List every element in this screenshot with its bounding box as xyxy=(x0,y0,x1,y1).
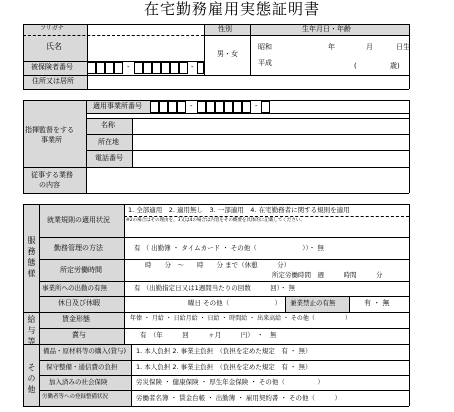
other-side-label: その他 xyxy=(27,363,36,396)
name-label: 氏名 xyxy=(46,42,62,51)
holiday-value[interactable]: 曜日 その他（ ） xyxy=(188,299,282,307)
birth-year-unit: 年 xyxy=(328,43,335,51)
office-visit-value[interactable]: 有 （出勤指定日又は1週間当たりの回数 回）・ 無 xyxy=(134,284,296,292)
office-dash-2: - xyxy=(255,102,258,110)
pay-form-value[interactable]: 年俸 ・ 月給 ・ 日給月給 ・ 日給 ・ 時間給 ・ 出来高給 ・ その他（ ） xyxy=(130,315,351,322)
bonus-label: 賞与 xyxy=(72,331,86,339)
hours-line2[interactable]: 所定労働時間 週 時間 分 xyxy=(272,271,383,279)
bonus-value[interactable]: 有 （年 回 ヶ月 円） ・ 無 xyxy=(140,331,277,339)
birth-day-unit: 日生 xyxy=(396,43,410,51)
attendance-value[interactable]: 有 （ 出勤簿 ・ タイムカード ・ その他（ ））・ 無 xyxy=(134,244,324,252)
birth-month-unit: 月 xyxy=(366,43,373,51)
hours-label: 所定労働時間 xyxy=(60,266,102,274)
insured-dash-2: - xyxy=(191,63,194,71)
rules-note: ※2の場合はその理由を、3又は4の場合は内容をその概要を具体的に記載してください。 xyxy=(126,218,305,223)
office-visit-label: 事業所への出勤の有無 xyxy=(42,284,107,292)
office-dash-1: - xyxy=(190,102,193,110)
hours-line1[interactable]: 時 分 〜 時 分 まで（休憩 分） xyxy=(145,261,291,269)
side-job-label: 兼業禁止の有無 xyxy=(290,299,336,307)
insurance-value[interactable]: 労災保険 ・ 健康保険 ・ 厚生年金保険 ・ その他（ ） xyxy=(136,378,324,386)
birth-header: 生年月日・年齢 xyxy=(302,25,351,33)
business-label-line2: の内容 xyxy=(39,181,60,189)
office-location-label: 所在地 xyxy=(98,138,119,146)
insurance-label: 加入済みの社会保険 xyxy=(49,378,108,386)
age-unit: 歳) xyxy=(390,62,400,70)
era-showa[interactable]: 昭和 xyxy=(258,43,272,51)
service-side-label: 服務態様 xyxy=(27,236,36,280)
insured-dash-1: - xyxy=(127,63,130,71)
age-open: ( xyxy=(354,62,357,70)
business-label-line1: 従事する業務 xyxy=(31,171,73,179)
page-title: 在宅勤務雇用実態証明書 xyxy=(144,0,321,18)
holiday-label: 休日及び休暇 xyxy=(58,299,100,307)
furigana-label: フリガナ xyxy=(40,25,64,32)
office-phone-label: 電話番号 xyxy=(95,154,123,162)
insured-number-label: 被保険者番号 xyxy=(31,63,73,71)
gender-value[interactable]: 男・女 xyxy=(217,50,238,58)
ledger-value[interactable]: 労働者名簿 ・ 賃金台帳 ・ 出勤簿 ・ 雇用契約書 ・ その他（ ） xyxy=(136,394,342,402)
office-name-label: 名称 xyxy=(101,121,115,129)
rules-label: 就業規則の適用状況 xyxy=(47,216,110,224)
era-heisei[interactable]: 平成 xyxy=(258,59,272,67)
equipment-value[interactable]: 1. 本人負担 2. 事業主負担 （負担を定めた規定 有 ・ 無） xyxy=(136,347,312,355)
comm-label: 保守整備・通信費の負担 xyxy=(46,363,118,371)
side-job-value[interactable]: 有 ・ 無 xyxy=(364,299,390,307)
equipment-label: 備品・原材料等の購入(貸与) xyxy=(43,347,127,355)
supervisor-label-line2: 事業所 xyxy=(41,136,62,144)
comm-value[interactable]: 1. 本人負担 2. 事業主負担 （負担を定めた規定 有 ・ 無） xyxy=(136,363,312,371)
rules-options[interactable]: 1. 全部適用 2. 適用無し 3. 一部適用 4. 在宅勤務者に関する規則を適用 xyxy=(128,206,350,214)
attendance-label: 勤務管理の方法 xyxy=(54,244,103,252)
address-label: 住所又は居所 xyxy=(32,77,74,85)
pay-form-label: 賃金形態 xyxy=(62,315,90,323)
office-number-label: 適用事業所番号 xyxy=(93,102,142,110)
gender-header: 性別 xyxy=(218,25,232,33)
supervisor-label-line1: 指揮監督をする xyxy=(25,126,74,134)
ledger-label: 労働者等への登録整備状況 xyxy=(42,394,109,400)
pay-side-label: 給与等 xyxy=(27,315,36,348)
